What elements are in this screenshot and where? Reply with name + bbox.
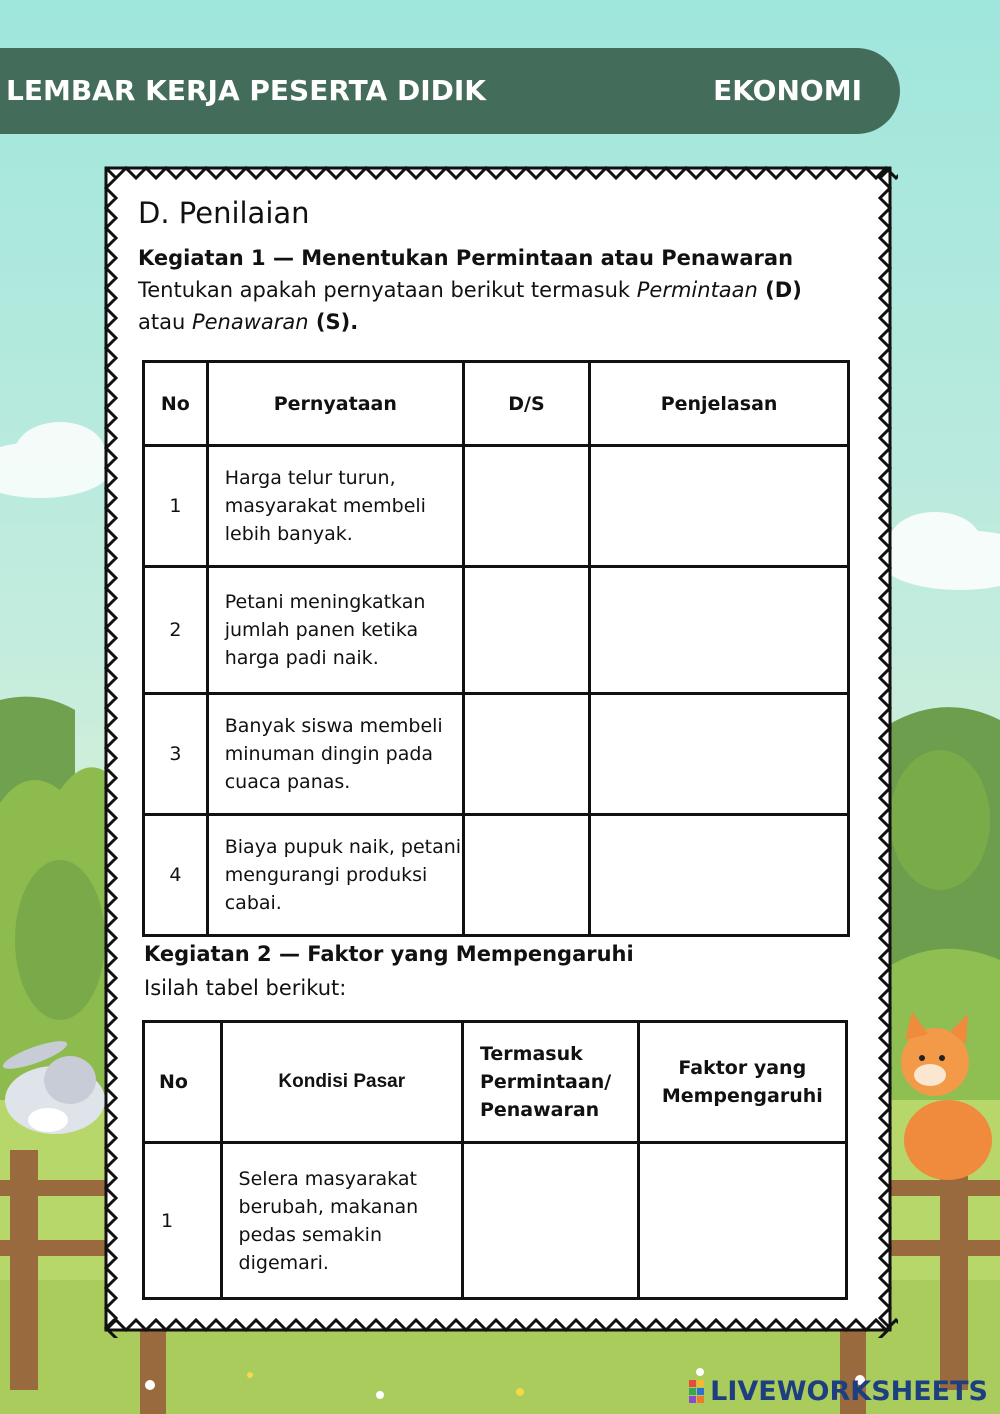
category-answer-cell[interactable] <box>462 1143 638 1299</box>
ds-answer-cell[interactable] <box>463 694 589 815</box>
statement-cell: Harga telur turun, masyarakat membeli lebih banyak. <box>207 446 463 567</box>
explanation-answer-cell[interactable] <box>590 446 849 567</box>
table-row <box>144 567 849 694</box>
subject-title: EKONOMI <box>713 74 862 107</box>
explanation-answer-cell[interactable] <box>590 694 849 815</box>
statement-cell: Banyak siswa membeli minuman dingin pada cuaca panas. <box>207 694 463 815</box>
ds-answer-cell[interactable] <box>463 567 589 694</box>
row-number: 1 <box>144 446 208 567</box>
liveworksheets-logo <box>689 1376 988 1407</box>
row-number: 2 <box>144 567 208 694</box>
table-row <box>144 694 849 815</box>
activity2-instructions: Isilah tabel berikut: <box>144 976 347 1000</box>
worksheet-card <box>98 160 898 1338</box>
activity1-title: Kegiatan 1 — Menentukan Permintaan atau Penawaran <box>138 246 794 270</box>
logo-badge-icon <box>689 1380 704 1403</box>
table-row <box>144 1143 847 1299</box>
column-header-statement: Pernyataan <box>207 362 463 446</box>
activity2-title: Kegiatan 2 — Faktor yang Mempengaruhi <box>144 942 634 966</box>
factor-answer-cell[interactable] <box>638 1143 846 1299</box>
activity2-table <box>142 1020 848 1300</box>
column-header-factor: Faktor yang Mempengaruhi <box>638 1022 846 1143</box>
activity1-table <box>142 360 850 937</box>
table-row <box>144 446 849 567</box>
column-header-category: Termasuk Permintaan/ Penawaran <box>462 1022 638 1143</box>
activity1-instructions: Tentukan apakah pernyataan berikut termasuk Permintaan (D) atau Penawaran (S). <box>138 278 802 334</box>
column-header-condition: Kondisi Pasar <box>221 1022 462 1143</box>
row-number: 1 <box>144 1143 222 1299</box>
statement-cell: Biaya pupuk naik, petani mengurangi produksi cabai. <box>207 815 463 936</box>
logo-text: LIVEWORKSHEETS <box>710 1376 988 1407</box>
ds-answer-cell[interactable] <box>463 446 589 567</box>
header-banner <box>0 48 900 134</box>
worksheet-title: LEMBAR KERJA PESERTA DIDIK <box>6 74 486 107</box>
column-header-no: No <box>144 362 208 446</box>
row-number: 4 <box>144 815 208 936</box>
column-header-explanation: Penjelasan <box>590 362 849 446</box>
explanation-answer-cell[interactable] <box>590 815 849 936</box>
statement-cell: Petani meningkatkan jumlah panen ketika harga padi naik. <box>207 567 463 694</box>
ds-answer-cell[interactable] <box>463 815 589 936</box>
column-header-ds: D/S <box>463 362 589 446</box>
explanation-answer-cell[interactable] <box>590 567 849 694</box>
column-header-no: No <box>144 1022 222 1143</box>
table-row <box>144 815 849 936</box>
condition-cell: Selera masyarakat berubah, makanan pedas semakin digemari. <box>221 1143 462 1299</box>
row-number: 3 <box>144 694 208 815</box>
section-title: D. Penilaian <box>138 196 310 230</box>
